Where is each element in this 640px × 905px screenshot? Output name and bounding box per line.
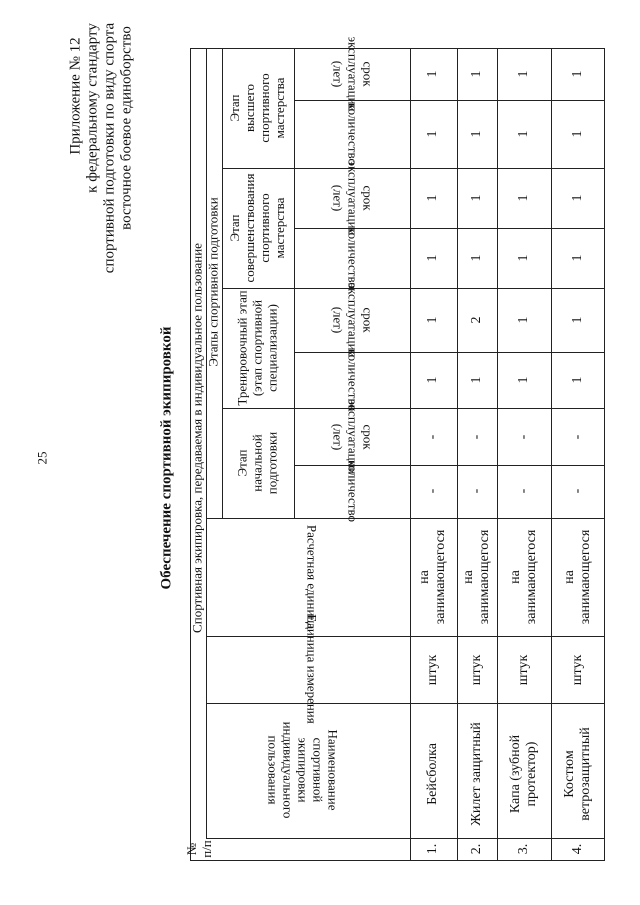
row-value: 1: [424, 376, 440, 384]
table-border: [604, 48, 605, 861]
grid-line: [206, 703, 605, 704]
grid-line: [206, 48, 207, 838]
row-value: 1: [424, 194, 440, 202]
stage-line: спортивного: [257, 73, 272, 143]
stage-higher: [228, 73, 288, 142]
stage-training: [236, 290, 281, 405]
col-num-line: №: [184, 842, 200, 856]
stage-line: подготовки: [264, 431, 280, 495]
sub-qty-3: количество: [345, 226, 361, 290]
row-item-name: [508, 735, 540, 813]
col-name-line: индивидуального: [280, 721, 296, 819]
row-value: 2: [468, 316, 484, 324]
row-value: 1: [569, 70, 585, 78]
stage-line: высшего: [242, 84, 258, 132]
grid-line: [551, 48, 552, 861]
header-col-name: [265, 722, 340, 819]
col-name-line: экипировки: [295, 737, 311, 803]
row-value: 1: [424, 70, 440, 78]
row-calc-unit-line: занимающегося: [433, 529, 448, 625]
row-calc-unit-line: занимающегося: [524, 529, 539, 625]
sub-qty-2: количество: [345, 348, 361, 412]
row-value: 1: [468, 376, 484, 384]
stage-initial: [236, 432, 281, 494]
period-line: эксплуатации: [345, 282, 361, 358]
stage-line: (этап спортивной: [249, 299, 265, 397]
stage-line: Этап: [227, 94, 243, 122]
stage-improvement: [228, 174, 288, 283]
col-name-line: спортивной: [310, 737, 326, 803]
header-top: Спортивная экипировка, передаваемая в индивидуальное пользование: [189, 243, 205, 633]
row-value: 1: [468, 70, 484, 78]
row-value: 1: [515, 130, 531, 138]
row-item-name-line: Бейсболка: [424, 743, 440, 805]
row-value: 1: [569, 376, 585, 384]
period-line: срок: [360, 424, 376, 450]
row-value: 1: [515, 376, 531, 384]
stage-line: мастерства: [271, 197, 287, 259]
grid-line: [222, 48, 223, 518]
page-number: 25: [34, 451, 50, 465]
row-calc-unit-line: на: [561, 570, 577, 584]
row-item-name: [469, 722, 485, 825]
row-calc-unit-line: на: [460, 570, 476, 584]
row-value: 1: [424, 130, 440, 138]
row-value: 1: [468, 194, 484, 202]
row-value: -: [569, 434, 585, 440]
row-value: -: [468, 488, 484, 494]
col-name-line: пользования: [265, 735, 281, 805]
stage-line: мастерства: [271, 77, 287, 139]
row-calc-unit: [461, 530, 493, 625]
col-num-line: п/п: [199, 840, 214, 858]
row-value: -: [424, 488, 440, 494]
stage-line: Тренировочный этап: [234, 290, 250, 406]
grid-line: [222, 408, 605, 409]
appendix-line-3: спортивной подготовки по виду спорта: [101, 22, 118, 274]
period-line: эксплуатации: [345, 160, 361, 236]
stage-line: Этап: [234, 449, 250, 477]
grid-line: [457, 48, 458, 861]
row-item-name-line: Капа (зубной: [507, 734, 523, 814]
row-unit: штук: [468, 654, 484, 686]
row-item-name-line: Костюм: [561, 750, 577, 798]
period-line: срок: [360, 307, 376, 333]
header-col-calc: Расчетная единица: [304, 524, 320, 630]
row-value: 1: [515, 194, 531, 202]
grid-line: [497, 48, 498, 861]
row-value: -: [515, 488, 531, 494]
row-calc-unit-line: на: [507, 570, 523, 584]
row-value: 1: [569, 316, 585, 324]
grid-line: [206, 518, 605, 519]
row-item-name-line: протектор): [524, 741, 539, 807]
row-calc-unit: [562, 530, 594, 625]
row-item-name: [425, 743, 441, 805]
period-line: (лет): [330, 306, 346, 334]
period-line: (лет): [330, 60, 346, 88]
grid-line: [410, 48, 411, 861]
header-col-num: [185, 840, 215, 858]
row-value: 1: [569, 194, 585, 202]
row-value: 1: [424, 316, 440, 324]
sub-period-1: [330, 399, 375, 474]
row-value: 1: [515, 70, 531, 78]
col-name-line: Наименование: [325, 729, 341, 811]
stage-line: совершенствования: [242, 173, 258, 283]
grid-line: [206, 636, 605, 637]
row-unit: штук: [569, 654, 585, 686]
row-value: -: [515, 434, 531, 440]
sub-period-4: [330, 36, 375, 111]
row-calc-unit-line: занимающегося: [578, 529, 593, 625]
row-value: 1: [515, 316, 531, 324]
header-stages: Этапы спортивной подготовки: [205, 197, 221, 367]
grid-line: [222, 288, 605, 289]
stage-line: спортивного: [257, 193, 272, 263]
period-line: эксплуатации: [345, 399, 361, 475]
table-border: [190, 48, 605, 49]
row-value: 1: [569, 130, 585, 138]
row-value: 1: [424, 254, 440, 262]
row-item-name: [562, 727, 594, 821]
row-unit: штук: [515, 654, 531, 686]
document-title: Обеспечение спортивной экипировкой: [158, 326, 175, 590]
header-col-unit: Единица измерения: [304, 614, 320, 724]
grid-line: [294, 48, 295, 518]
appendix-line-4: восточное боевое единоборство: [118, 26, 135, 230]
row-calc-unit-line: занимающегося: [477, 529, 492, 625]
period-line: эксплуатации: [345, 36, 361, 112]
row-unit: штук: [424, 654, 440, 686]
row-value: 1: [515, 254, 531, 262]
row-calc-unit: [508, 530, 540, 625]
row-value: -: [468, 434, 484, 440]
grid-line: [222, 168, 605, 169]
row-item-name-line: ветрозащитный: [578, 727, 593, 821]
appendix-line-1: Приложение № 12: [67, 37, 84, 155]
row-number: 2.: [468, 843, 484, 855]
row-number: 4.: [569, 843, 585, 855]
row-calc-unit-line: на: [416, 570, 432, 584]
period-line: (лет): [330, 423, 346, 451]
row-value: 1: [569, 254, 585, 262]
stage-line: специализации): [264, 304, 280, 392]
period-line: срок: [360, 185, 376, 211]
row-number: 1.: [424, 843, 440, 855]
row-value: 1: [468, 130, 484, 138]
row-item-name-line: Жилет защитный: [468, 722, 484, 826]
table-border: [190, 860, 605, 861]
stage-line: Этап: [227, 214, 243, 242]
row-number: 3.: [515, 843, 531, 855]
stage-line: начальной: [249, 434, 265, 492]
sub-qty-4: количество: [345, 102, 361, 166]
period-line: (лет): [330, 184, 346, 212]
row-value: -: [569, 488, 585, 494]
appendix-line-2: к федеральному стандарту: [84, 23, 101, 193]
row-value: -: [424, 434, 440, 440]
row-value: 1: [468, 254, 484, 262]
sub-qty-1: количество: [345, 459, 361, 523]
sub-period-2: [330, 282, 375, 357]
sub-period-3: [330, 160, 375, 235]
period-line: срок: [360, 61, 376, 87]
grid-line: [206, 838, 605, 839]
row-calc-unit: [417, 530, 449, 625]
